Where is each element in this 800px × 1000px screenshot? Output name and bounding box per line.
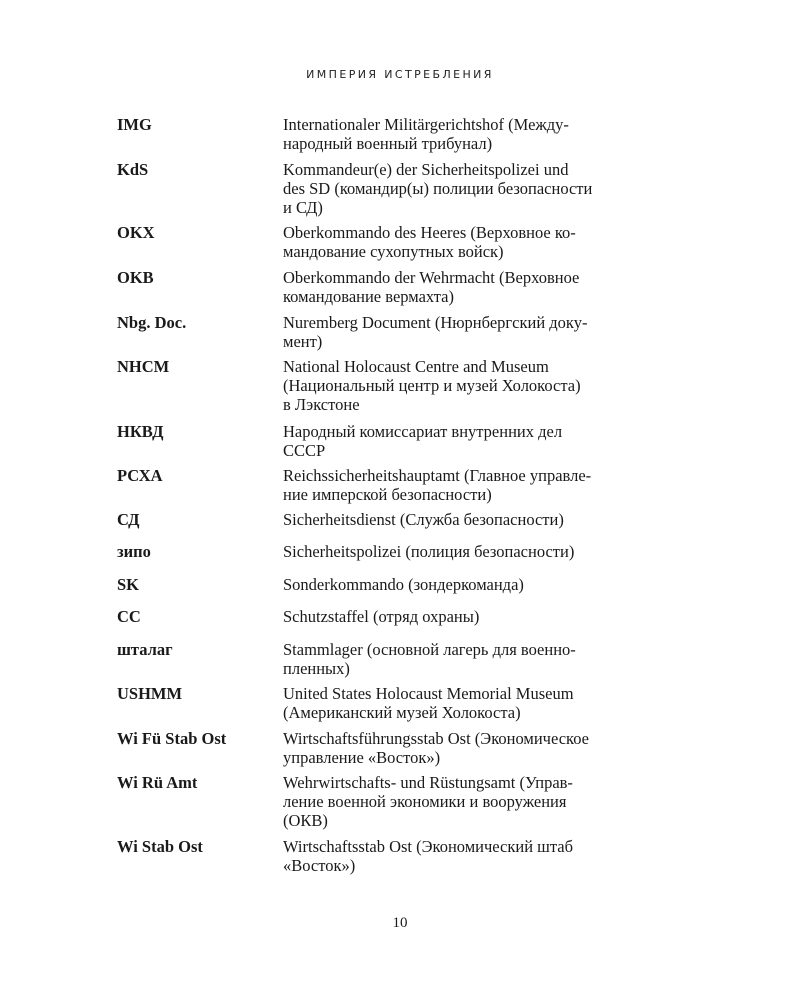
definition-line: Kommandeur(e) der Sicherheitspolizei und xyxy=(283,160,569,179)
definition-line: Wirtschaftsstab Ost (Экономический штаб xyxy=(283,837,573,856)
abbreviation-term: Wi Fü Stab Ost xyxy=(117,729,227,748)
running-header: ИМПЕРИЯ ИСТРЕБЛЕНИЯ xyxy=(306,68,494,81)
definition-line: Sicherheitspolizei (полиция безопасности) xyxy=(283,542,575,561)
abbreviation-definition xyxy=(283,729,589,767)
definition-line: Internationaler Militärgerichtshof (Между- xyxy=(283,115,569,134)
definition-line: National Holocaust Centre and Museum xyxy=(283,357,549,376)
abbreviation-definition xyxy=(283,542,574,561)
definition-line: Wehrwirtschafts- und Rüstungsamt (Управ- xyxy=(283,773,573,792)
definition-line: командование вермахта) xyxy=(283,287,454,306)
definition-line: Wirtschaftsführungsstab Ost (Экономическое xyxy=(283,729,589,748)
abbreviation-term: OKB xyxy=(117,268,154,287)
definition-line: народный военный трибунал) xyxy=(283,134,493,153)
abbreviation-term: зипо xyxy=(117,542,151,561)
abbreviation-term: Wi Rü Amt xyxy=(117,773,198,792)
abbreviation-term: шталаг xyxy=(117,640,173,659)
definition-line: Sicherheitsdienst (Служба безопасности) xyxy=(283,510,564,529)
page-number: 10 xyxy=(392,915,408,931)
definition-line: Народный комиссариат внутренних дел xyxy=(283,422,563,441)
definition-line: (ОКВ) xyxy=(283,811,328,830)
abbreviation-term: Wi Stab Ost xyxy=(117,837,203,856)
abbreviation-term: SK xyxy=(117,575,140,594)
definition-line: Nuremberg Document (Нюрнбергский доку- xyxy=(283,313,588,332)
abbreviation-definition xyxy=(283,357,581,414)
abbreviation-term: USHMM xyxy=(117,684,183,703)
definition-line: пленных) xyxy=(283,659,350,678)
definition-line: ние имперской безопасности) xyxy=(283,485,492,504)
definition-line: мандование сухопутных войск) xyxy=(283,242,504,261)
definition-line: СССР xyxy=(283,441,326,460)
definition-line: Oberkommando des Heeres (Верховное ко- xyxy=(283,223,576,242)
abbreviation-definition xyxy=(283,115,569,153)
definition-line: «Восток») xyxy=(283,856,356,875)
definition-line: Reichssicherheitshauptamt (Главное управле- xyxy=(283,466,592,485)
abbreviation-definition xyxy=(283,773,573,830)
definition-line: (Американский музей Холокоста) xyxy=(283,703,521,722)
abbreviation-definition xyxy=(283,575,524,594)
abbreviation-definition xyxy=(283,607,479,626)
definition-line: мент) xyxy=(283,332,323,351)
abbreviation-definition xyxy=(283,684,574,722)
abbreviation-term: CC xyxy=(117,607,141,626)
abbreviation-definition xyxy=(283,466,591,504)
definition-line: Stammlager (основной лагерь для военно- xyxy=(283,640,576,659)
abbreviation-term: РСХА xyxy=(117,466,163,485)
definition-line: ление военной экономики и вооружения xyxy=(283,792,567,811)
definition-line: des SD (командир(ы) полиции безопасности xyxy=(283,179,593,198)
definition-line: в Лэкстоне xyxy=(283,395,360,414)
abbreviation-term: СД xyxy=(117,510,140,529)
abbreviation-definition xyxy=(283,422,562,460)
definition-line: Oberkommando der Wehrmacht (Верховное xyxy=(283,268,580,287)
abbreviation-term: НКВД xyxy=(117,422,164,441)
abbreviation-term: IMG xyxy=(117,115,152,134)
abbreviation-definition xyxy=(283,223,576,261)
definition-line: Sonderkommando (зондеркоманда) xyxy=(283,575,524,594)
abbreviation-definition xyxy=(283,837,573,875)
abbreviation-definition xyxy=(283,268,579,306)
abbreviation-term: Nbg. Doc. xyxy=(117,313,187,332)
abbreviation-definition xyxy=(283,640,576,678)
abbreviation-term: KdS xyxy=(117,160,149,179)
definition-line: (Национальный центр и музей Холокоста) xyxy=(283,376,581,395)
abbreviation-term: NHCM xyxy=(117,357,170,376)
definition-line: Schutzstaffel (отряд охраны) xyxy=(283,607,480,626)
definition-line: управление «Восток») xyxy=(283,748,441,767)
abbreviation-term: OKX xyxy=(117,223,155,242)
definition-line: и СД) xyxy=(283,198,323,217)
abbreviation-definition xyxy=(283,510,564,529)
definition-line: United States Holocaust Memorial Museum xyxy=(283,684,574,703)
abbreviation-definition xyxy=(283,160,592,217)
abbreviation-definition xyxy=(283,313,587,351)
